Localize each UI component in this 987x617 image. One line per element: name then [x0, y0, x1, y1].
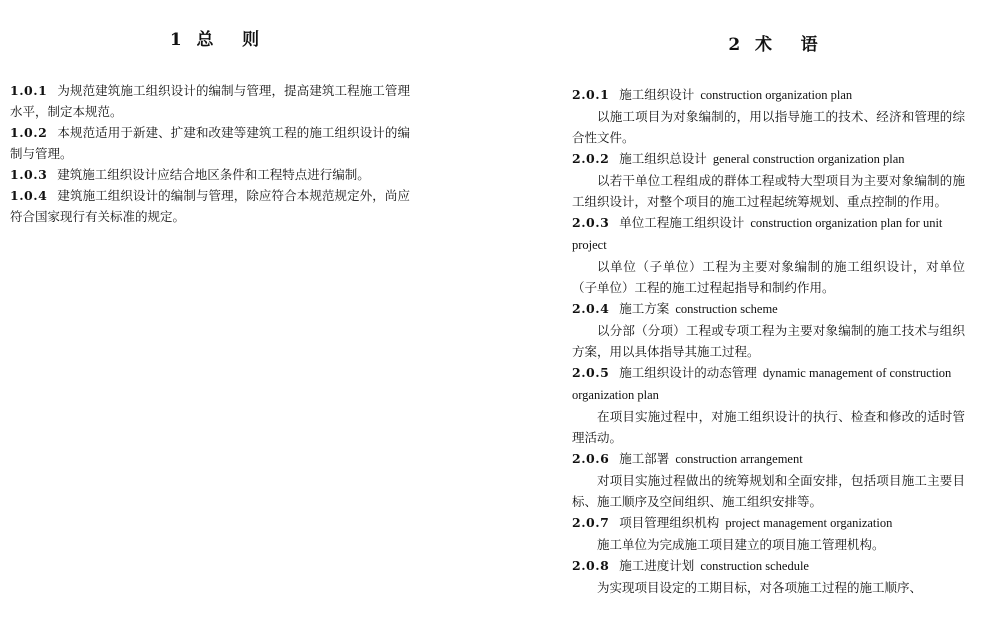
term-chinese: 施工方案 — [619, 301, 670, 316]
clause-number: 1.0.4 — [10, 188, 48, 203]
term-2-0-8 — [572, 555, 965, 598]
term-heading — [572, 84, 965, 106]
term-2-0-6 — [572, 448, 965, 512]
term-definition: 以分部（分项）工程或专项工程为主要对象编制的施工技术与组织方案，用以具体指导其施工过程。 — [572, 323, 965, 359]
term-definition: 为实现项目设定的工期目标，对各项施工过程的施工顺序、 — [597, 580, 923, 595]
term-definition: 在项目实施过程中，对施工组织设计的执行、检查和修改的适时管理活动。 — [572, 409, 965, 445]
term-2-0-5 — [572, 362, 965, 448]
term-2-0-4 — [572, 298, 965, 362]
term-chinese: 施工部署 — [619, 451, 670, 466]
term-number: 2.0.1 — [572, 87, 610, 102]
term-chinese: 施工进度计划 — [619, 558, 695, 573]
left-page — [0, 0, 430, 617]
term-english: construction organization plan for unit project — [572, 216, 943, 252]
term-2-0-2 — [572, 148, 965, 212]
term-number: 2.0.6 — [572, 451, 610, 466]
terms-list — [560, 84, 987, 598]
term-english: dynamic management of construction organization plan — [572, 366, 952, 402]
clause-text: 建筑施工组织设计的编制与管理，除应符合本规范规定外，尚应符合国家现行有关标准的规定。 — [10, 188, 410, 224]
clause-number: 1.0.2 — [10, 125, 48, 140]
clause-1-0-3 — [10, 164, 410, 185]
clause-1-0-4 — [10, 185, 410, 227]
term-english: construction organization plan — [700, 88, 853, 102]
term-definition: 对项目实施过程做出的统筹规划和全面安排，包括项目施工主要目标、施工顺序及空间组织、施工组织安排等。 — [572, 473, 965, 509]
term-number: 2.0.4 — [572, 301, 610, 316]
term-number: 2.0.5 — [572, 365, 610, 380]
term-heading — [572, 212, 965, 256]
term-definition: 以单位（子单位）工程为主要对象编制的施工组织设计，对单位（子单位）工程的施工过程起指导和制约作用。 — [572, 259, 965, 295]
chapter-1-title: 1 总 则 — [169, 30, 261, 50]
term-english: construction scheme — [675, 302, 778, 316]
clause-1-0-1 — [10, 80, 410, 122]
clause-text: 建筑施工组织设计应结合地区条件和工程特点进行编制。 — [57, 167, 370, 182]
term-chinese: 项目管理组织机构 — [619, 515, 720, 530]
term-definition: 施工单位为完成施工项目建立的项目施工管理机构。 — [597, 537, 885, 552]
term-chinese: 施工组织总设计 — [619, 151, 707, 166]
term-heading — [572, 555, 965, 577]
term-definition: 以若干单位工程组成的群体工程或特大型项目为主要对象编制的施工组织设计，对整个项目的施工过程起统筹规划、重点控制的作用。 — [572, 173, 965, 209]
clause-number: 1.0.1 — [10, 83, 48, 98]
term-number: 2.0.3 — [572, 215, 610, 230]
clause-text: 为规范建筑施工组织设计的编制与管理，提高建筑工程施工管理水平，制定本规范。 — [10, 83, 410, 119]
term-heading — [572, 448, 965, 470]
term-heading — [572, 298, 965, 320]
term-chinese: 施工组织设计 — [619, 87, 695, 102]
term-number: 2.0.7 — [572, 515, 610, 530]
chapter-2-title: 2 术 语 — [728, 35, 819, 55]
clause-text: 本规范适用于新建、扩建和改建等建筑工程的施工组织设计的编制与管理。 — [10, 125, 410, 161]
term-number: 2.0.2 — [572, 151, 610, 166]
term-heading — [572, 512, 965, 534]
term-chinese: 单位工程施工组织设计 — [619, 215, 745, 230]
term-2-0-1 — [572, 84, 965, 148]
term-english: project management organization — [725, 516, 893, 530]
term-2-0-7 — [572, 512, 965, 555]
term-heading — [572, 148, 965, 170]
term-english: general construction organization plan — [712, 152, 905, 166]
term-english: construction schedule — [700, 559, 809, 573]
term-heading — [572, 362, 965, 406]
right-page — [560, 0, 987, 617]
term-definition: 以施工项目为对象编制的，用以指导施工的技术、经济和管理的综合性文件。 — [572, 109, 965, 145]
clause-1-0-2 — [10, 122, 410, 164]
term-chinese: 施工组织设计的动态管理 — [619, 365, 757, 380]
general-provisions — [0, 80, 430, 227]
term-english: construction arrangement — [675, 452, 803, 466]
clause-number: 1.0.3 — [10, 167, 48, 182]
term-number: 2.0.8 — [572, 558, 610, 573]
term-2-0-3 — [572, 212, 965, 298]
